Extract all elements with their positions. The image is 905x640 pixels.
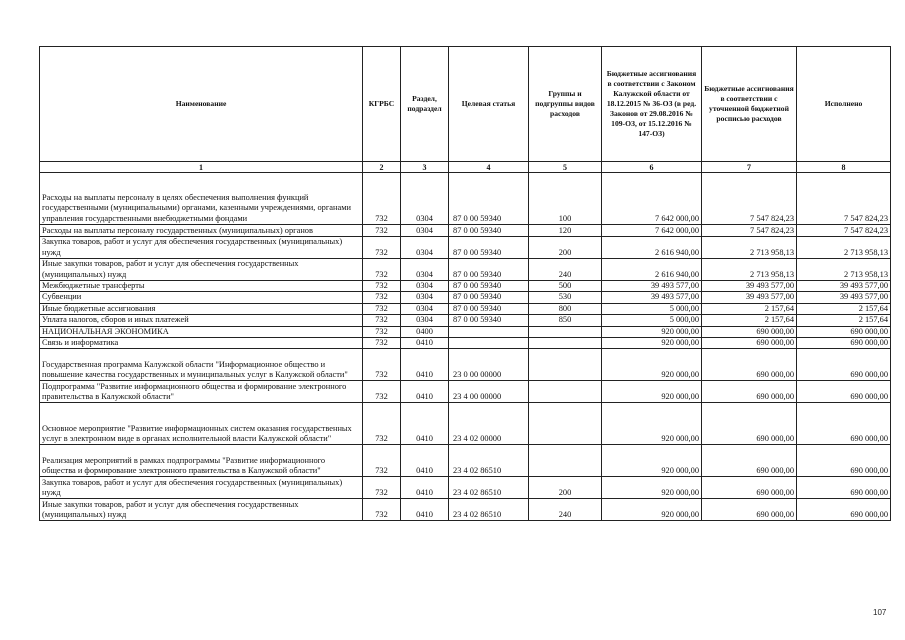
row-target: 23 4 00 00000 [449, 381, 529, 403]
row-executed: 690 000,00 [797, 326, 891, 337]
row-executed: 39 493 577,00 [797, 281, 891, 292]
table-row [40, 315, 891, 326]
row-kgrbs: 732 [363, 381, 401, 403]
row-group [529, 381, 602, 403]
table-row [40, 349, 891, 381]
column-number: 2 [363, 162, 401, 173]
row-group: 120 [529, 225, 602, 237]
row-group [529, 403, 602, 445]
table-row [40, 303, 891, 314]
row-group: 240 [529, 259, 602, 281]
row-executed: 7 547 824,23 [797, 225, 891, 237]
row-group [529, 326, 602, 337]
header-executed: Исполнено [797, 47, 891, 162]
row-kgrbs: 732 [363, 303, 401, 314]
table-row [40, 281, 891, 292]
row-name: Иные закупки товаров, работ и услуг для обеспечения государственных (муниципальных) нужд [40, 259, 363, 281]
row-kgrbs: 732 [363, 338, 401, 349]
column-number-row [40, 162, 891, 173]
row-allocation-law: 7 642 000,00 [602, 225, 702, 237]
row-executed: 7 547 824,23 [797, 173, 891, 225]
row-target: 23 4 02 86510 [449, 477, 529, 499]
row-allocation-refined: 690 000,00 [702, 349, 797, 381]
row-kgrbs: 732 [363, 225, 401, 237]
row-section: 0304 [401, 237, 449, 259]
row-target: 87 0 00 59340 [449, 292, 529, 303]
row-group [529, 349, 602, 381]
row-section: 0304 [401, 292, 449, 303]
row-group: 500 [529, 281, 602, 292]
header-groups: Группы и подгруппы видов расходов [529, 47, 602, 162]
header-allocations-law: Бюджетные ассигнования в соответствии с Законом Калужской области от 18.12.2015 № 36-ОЗ (в ред. Законов от 29.08.2016 № 109-ОЗ, от 15.12.2016 № 147-ОЗ) [602, 47, 702, 162]
row-target: 87 0 00 59340 [449, 315, 529, 326]
page-number: 107 [873, 608, 887, 617]
column-number: 6 [602, 162, 702, 173]
table-body [40, 173, 891, 521]
row-allocation-law: 920 000,00 [602, 381, 702, 403]
row-kgrbs: 732 [363, 173, 401, 225]
row-allocation-law: 39 493 577,00 [602, 281, 702, 292]
row-kgrbs: 732 [363, 499, 401, 521]
row-name: Подпрограмма "Развитие информационного общества и формирование электронного правительства в Калужской области" [40, 381, 363, 403]
row-allocation-refined: 690 000,00 [702, 381, 797, 403]
row-target: 87 0 00 59340 [449, 237, 529, 259]
row-kgrbs: 732 [363, 326, 401, 337]
row-section: 0410 [401, 499, 449, 521]
row-group: 240 [529, 499, 602, 521]
row-group: 800 [529, 303, 602, 314]
row-name: Субвенции [40, 292, 363, 303]
row-group: 850 [529, 315, 602, 326]
row-name: Государственная программа Калужской области "Информационное общество и повышение качества государственных и муниципальных услуг в Калужской области" [40, 349, 363, 381]
row-allocation-refined: 2 157,64 [702, 303, 797, 314]
column-number: 3 [401, 162, 449, 173]
row-allocation-refined: 7 547 824,23 [702, 173, 797, 225]
row-group: 200 [529, 477, 602, 499]
table-row [40, 445, 891, 477]
row-target: 23 4 02 00000 [449, 403, 529, 445]
row-allocation-law: 920 000,00 [602, 499, 702, 521]
column-number: 8 [797, 162, 891, 173]
row-target: 23 0 00 00000 [449, 349, 529, 381]
row-allocation-law: 2 616 940,00 [602, 237, 702, 259]
row-name: Закупка товаров, работ и услуг для обеспечения государственных (муниципальных) нужд [40, 477, 363, 499]
table-row [40, 326, 891, 337]
row-section: 0304 [401, 173, 449, 225]
row-kgrbs: 732 [363, 281, 401, 292]
row-section: 0304 [401, 315, 449, 326]
row-executed: 2 157,64 [797, 315, 891, 326]
row-section: 0410 [401, 403, 449, 445]
row-allocation-law: 920 000,00 [602, 477, 702, 499]
row-allocation-refined: 690 000,00 [702, 499, 797, 521]
row-executed: 39 493 577,00 [797, 292, 891, 303]
header-allocations-refined: Бюджетные ассигнования в соответствии с уточненной бюджетной росписью расходов [702, 47, 797, 162]
row-name: Расходы на выплаты персоналу в целях обеспечения выполнения функций государственными (муниципальными) органами, казенными учреждениями, органами управления государственными внебюджетными фондами [40, 173, 363, 225]
row-name: Закупка товаров, работ и услуг для обеспечения государственных (муниципальных) нужд [40, 237, 363, 259]
row-allocation-law: 2 616 940,00 [602, 259, 702, 281]
row-group: 100 [529, 173, 602, 225]
table-row [40, 338, 891, 349]
row-kgrbs: 732 [363, 403, 401, 445]
row-section: 0304 [401, 259, 449, 281]
table-row [40, 259, 891, 281]
row-group [529, 338, 602, 349]
row-kgrbs: 732 [363, 315, 401, 326]
row-section: 0410 [401, 338, 449, 349]
row-allocation-law: 39 493 577,00 [602, 292, 702, 303]
row-executed: 2 713 958,13 [797, 237, 891, 259]
row-allocation-law: 920 000,00 [602, 445, 702, 477]
header-name: Наименование [40, 47, 363, 162]
row-kgrbs: 732 [363, 477, 401, 499]
row-name: Расходы на выплаты персоналу государственных (муниципальных) органов [40, 225, 363, 237]
table-row [40, 292, 891, 303]
row-allocation-refined: 7 547 824,23 [702, 225, 797, 237]
row-target: 87 0 00 59340 [449, 173, 529, 225]
column-number: 7 [702, 162, 797, 173]
row-section: 0410 [401, 477, 449, 499]
row-allocation-refined: 39 493 577,00 [702, 281, 797, 292]
row-target: 87 0 00 59340 [449, 281, 529, 292]
header-target: Целевая статья [449, 47, 529, 162]
row-allocation-refined: 39 493 577,00 [702, 292, 797, 303]
row-section: 0410 [401, 445, 449, 477]
row-name: Реализация мероприятий в рамках подпрограммы "Развитие информационного общества и формирование электронного правительства в Калужской области" [40, 445, 363, 477]
row-executed: 690 000,00 [797, 477, 891, 499]
row-target: 23 4 02 86510 [449, 445, 529, 477]
row-allocation-refined: 2 713 958,13 [702, 259, 797, 281]
header-row [40, 47, 891, 162]
row-group: 530 [529, 292, 602, 303]
row-section: 0410 [401, 349, 449, 381]
row-allocation-refined: 2 713 958,13 [702, 237, 797, 259]
row-allocation-law: 920 000,00 [602, 349, 702, 381]
row-kgrbs: 732 [363, 237, 401, 259]
row-kgrbs: 732 [363, 292, 401, 303]
row-allocation-refined: 690 000,00 [702, 477, 797, 499]
row-allocation-law: 5 000,00 [602, 303, 702, 314]
row-kgrbs: 732 [363, 349, 401, 381]
row-allocation-law: 920 000,00 [602, 326, 702, 337]
row-executed: 690 000,00 [797, 338, 891, 349]
header-kgrbs: КГРБС [363, 47, 401, 162]
row-allocation-refined: 690 000,00 [702, 338, 797, 349]
row-kgrbs: 732 [363, 445, 401, 477]
table-row [40, 237, 891, 259]
row-allocation-refined: 690 000,00 [702, 326, 797, 337]
row-allocation-refined: 690 000,00 [702, 403, 797, 445]
header-section: Раздел, подраздел [401, 47, 449, 162]
row-executed: 2 157,64 [797, 303, 891, 314]
row-target: 87 0 00 59340 [449, 259, 529, 281]
row-executed: 690 000,00 [797, 381, 891, 403]
row-allocation-law: 920 000,00 [602, 403, 702, 445]
row-executed: 690 000,00 [797, 403, 891, 445]
budget-table [39, 46, 891, 521]
table-row [40, 173, 891, 225]
row-allocation-law: 5 000,00 [602, 315, 702, 326]
row-name: Иные бюджетные ассигнования [40, 303, 363, 314]
table-row [40, 225, 891, 237]
row-target [449, 326, 529, 337]
table-row [40, 381, 891, 403]
row-section: 0400 [401, 326, 449, 337]
column-number: 4 [449, 162, 529, 173]
row-section: 0304 [401, 225, 449, 237]
row-name: Связь и информатика [40, 338, 363, 349]
row-allocation-refined: 690 000,00 [702, 445, 797, 477]
row-name: Уплата налогов, сборов и иных платежей [40, 315, 363, 326]
row-section: 0304 [401, 281, 449, 292]
row-group [529, 445, 602, 477]
row-executed: 2 713 958,13 [797, 259, 891, 281]
row-allocation-refined: 2 157,64 [702, 315, 797, 326]
row-target [449, 338, 529, 349]
column-number: 1 [40, 162, 363, 173]
table-row [40, 477, 891, 499]
table-row [40, 403, 891, 445]
table-row [40, 499, 891, 521]
row-target: 87 0 00 59340 [449, 303, 529, 314]
column-number: 5 [529, 162, 602, 173]
row-name: Основное мероприятие "Развитие информационных систем оказания государственных услуг в электронном виде в органах исполнительной власти Калужской области" [40, 403, 363, 445]
row-name: Иные закупки товаров, работ и услуг для обеспечения государственных (муниципальных) нужд [40, 499, 363, 521]
row-executed: 690 000,00 [797, 445, 891, 477]
row-target: 23 4 02 86510 [449, 499, 529, 521]
row-target: 87 0 00 59340 [449, 225, 529, 237]
row-executed: 690 000,00 [797, 499, 891, 521]
row-kgrbs: 732 [363, 259, 401, 281]
row-name: НАЦИОНАЛЬНАЯ ЭКОНОМИКА [40, 326, 363, 337]
row-executed: 690 000,00 [797, 349, 891, 381]
row-allocation-law: 920 000,00 [602, 338, 702, 349]
row-group: 200 [529, 237, 602, 259]
row-name: Межбюджетные трансферты [40, 281, 363, 292]
row-section: 0304 [401, 303, 449, 314]
row-allocation-law: 7 642 000,00 [602, 173, 702, 225]
row-section: 0410 [401, 381, 449, 403]
